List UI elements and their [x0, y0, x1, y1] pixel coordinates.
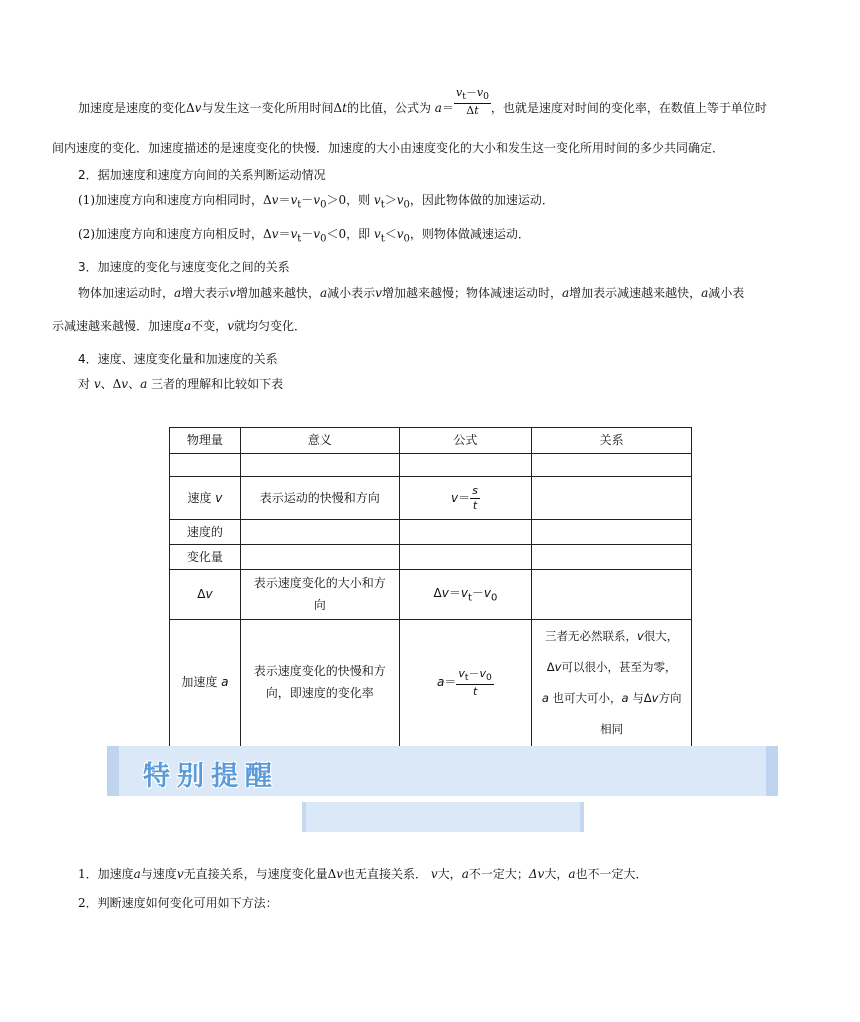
- symbol-t: t: [474, 103, 479, 117]
- symbol-v: v: [205, 587, 213, 602]
- table-cell: [240, 545, 399, 570]
- cell-text: 可以很小，甚至为零，: [561, 659, 677, 674]
- text-segment: 大，: [544, 867, 569, 881]
- symbol-vt: v: [373, 227, 381, 241]
- table-cell: [170, 620, 241, 746]
- text-segment: ，则物体做减速运动．: [409, 227, 530, 241]
- cell-text: 也可大可小，: [552, 690, 622, 705]
- cell-text: 方向: [658, 690, 682, 705]
- table-cell: [532, 477, 692, 520]
- subscript: t: [462, 91, 466, 103]
- text-segment: 与速度: [140, 867, 177, 881]
- table-header-row: [170, 428, 692, 454]
- table-cell: 速度的: [170, 520, 241, 545]
- paragraph-same-direction: [78, 194, 554, 210]
- subscript: 0: [320, 199, 327, 211]
- heading-direction-relation: 2．据加速度和速度方向间的关系判断运动情况: [78, 168, 326, 182]
- symbol-vt: v: [458, 667, 465, 681]
- text-segment: 物体加速运动时，: [78, 286, 175, 300]
- text-segment: 增加表示减速越来越快，: [569, 286, 702, 300]
- symbol-vt: v: [455, 86, 463, 99]
- subscript: 0: [403, 233, 410, 245]
- cell-text: 三者无必然联系，: [544, 628, 637, 643]
- paragraph-change-relation-line2: [52, 320, 306, 332]
- header-cell: 物理量: [170, 428, 241, 454]
- cell-text: 向，即速度的变化率: [265, 685, 374, 700]
- text-segment: 就均匀变化．: [233, 319, 306, 333]
- text-segment: 减小表: [708, 286, 745, 300]
- minus-sign: －: [468, 667, 480, 681]
- table-cell: [240, 570, 399, 620]
- table-cell: 变化量: [170, 545, 241, 570]
- delta-sign: Δ: [546, 659, 555, 674]
- symbol-v0: v: [396, 227, 404, 241]
- symbol-v: v: [451, 490, 459, 505]
- symbol-v: v: [227, 319, 234, 333]
- equals-sign: ＝: [444, 675, 457, 690]
- subbox-right-edge: [580, 802, 584, 832]
- text-segment: ，因此物体做的加速运动．: [409, 193, 554, 207]
- cell-text: 很大，: [643, 628, 679, 643]
- equals-sign: ＝: [458, 490, 471, 505]
- symbol-v: v: [215, 490, 223, 505]
- minus-sign: －: [301, 193, 314, 207]
- cell-text: 表示速度变化的大小和方: [253, 575, 386, 590]
- text-segment: 对: [78, 377, 91, 391]
- banner-right-bar: [766, 746, 778, 796]
- text-segment: 与发生这一变化所用时间Δ: [201, 101, 343, 116]
- minus-sign: －: [465, 86, 477, 99]
- text-segment: 也无直接关系．: [343, 867, 428, 881]
- paragraph-acceleration-definition-line2: 间内速度的变化．加速度描述的是速度变化的快慢．加速度的大小由速度变化的大小和发生这一变化所用时间的多少共同确定．: [52, 141, 725, 155]
- table-cell: [532, 454, 692, 477]
- table-cell: [532, 545, 692, 570]
- formula-velocity-fraction: [470, 484, 480, 513]
- symbol-a: a: [437, 675, 445, 690]
- table-cell: [532, 570, 692, 620]
- paragraph-change-relation: [78, 287, 744, 299]
- text-segment: 增大表示: [181, 286, 230, 300]
- equals-sign: ＝: [441, 101, 454, 116]
- delta-sign: Δ: [197, 587, 206, 602]
- text-segment: (2)加速度方向和速度方向相反时，Δ: [78, 227, 272, 241]
- subscript: t: [380, 199, 385, 211]
- subscript: t: [467, 592, 472, 604]
- table-cell: [170, 570, 241, 620]
- text-segment: 三者的理解和比较如下表: [151, 377, 284, 391]
- heading-comparison: 4．速度、速度变化量和加速度的关系: [78, 352, 278, 366]
- table-cell: [532, 520, 692, 545]
- table-cell: [399, 545, 532, 570]
- equals-sign: ＝: [278, 193, 291, 207]
- text-segment: ，也就是速度对时间的变化率，在数值上等于单位时: [490, 101, 767, 116]
- symbol-a: a: [701, 286, 709, 300]
- symbol-a: a: [184, 319, 192, 333]
- symbol-v: v: [336, 867, 344, 881]
- symbol-v0: v: [479, 667, 487, 681]
- table-cell: [170, 454, 241, 477]
- header-cell: 公式: [399, 428, 532, 454]
- table-row-change-l2: [170, 545, 692, 570]
- text-segment: 、Δ: [100, 377, 122, 391]
- minus-sign: －: [471, 585, 484, 600]
- symbol-v: v: [636, 628, 644, 643]
- symbol-v: v: [194, 101, 202, 116]
- formula-acceleration-fraction: [454, 86, 491, 117]
- equals-sign: ＝: [448, 585, 461, 600]
- symbol-v: v: [271, 193, 279, 207]
- text-segment: 不变，: [191, 319, 228, 333]
- subbox-left-edge: [302, 802, 306, 832]
- symbol-v: v: [375, 286, 382, 300]
- text-segment: 的比值，公式为: [346, 101, 431, 116]
- subscript: 0: [403, 199, 410, 211]
- symbol-a: a: [461, 867, 469, 881]
- text-segment: 加速度是速度的变化Δ: [78, 101, 195, 116]
- delta-sign: Δ: [466, 103, 475, 117]
- banner-title: 特别提醒: [143, 761, 279, 792]
- table-cell: [399, 454, 532, 477]
- table-cell: [240, 620, 399, 746]
- cell-text: 与Δ: [632, 690, 652, 705]
- symbol-v: v: [176, 867, 184, 881]
- table-cell: [240, 520, 399, 545]
- symbol-a: a: [568, 867, 576, 881]
- text-segment: 1．加速度: [78, 867, 134, 881]
- subscript: 0: [483, 91, 489, 103]
- symbol-vt: v: [460, 585, 468, 600]
- formula-acceleration-fraction: [456, 667, 493, 698]
- table-cell: 表示运动的快慢和方向: [240, 477, 399, 520]
- text-segment: ＞0，则: [326, 193, 371, 207]
- symbol-v0: v: [476, 86, 484, 99]
- header-cell: 关系: [532, 428, 692, 454]
- text-segment: 减小表示: [327, 286, 376, 300]
- symbol-v: v: [229, 286, 236, 300]
- table-cell: [240, 454, 399, 477]
- table-cell: [532, 620, 692, 746]
- table-cell: [399, 570, 532, 620]
- special-reminder-banner: [107, 746, 778, 796]
- subscript: t: [297, 233, 302, 245]
- subscript: 0: [490, 592, 498, 604]
- table-cell: [399, 520, 532, 545]
- symbol-a: a: [140, 377, 148, 391]
- symbol-a: a: [561, 286, 570, 300]
- cell-text: 相同: [600, 721, 624, 736]
- delta-sign: Δ: [528, 867, 538, 881]
- subscript: 0: [320, 233, 327, 245]
- paragraph-opposite-direction: [78, 228, 530, 244]
- symbol-v: v: [554, 659, 562, 674]
- text-segment: 、: [128, 377, 141, 391]
- text-segment: 不一定大；: [468, 867, 529, 881]
- less-sign: ＜: [384, 227, 397, 241]
- symbol-t: t: [472, 684, 478, 698]
- symbol-a: a: [541, 690, 549, 705]
- symbol-a: a: [621, 690, 629, 705]
- symbol-v: v: [441, 585, 449, 600]
- text-segment: 大，: [437, 867, 462, 881]
- symbol-v: v: [271, 227, 279, 241]
- cell-text: 加速度: [181, 675, 218, 690]
- symbol-vt: v: [290, 193, 298, 207]
- text-segment: 示减速越来越慢．加速度: [52, 319, 185, 333]
- symbol-v0: v: [483, 585, 491, 600]
- text-segment: 也不一定大．: [575, 867, 648, 881]
- subscript: 0: [486, 672, 492, 684]
- symbol-a: a: [221, 675, 229, 690]
- symbol-v0: v: [313, 227, 321, 241]
- symbol-v: v: [430, 867, 438, 881]
- heading-change-relation: 3．加速度的变化与速度变化之间的关系: [78, 260, 290, 274]
- subscript: t: [380, 233, 385, 245]
- text-segment: 增加越来越慢；物体减速运动时，: [381, 286, 562, 300]
- symbol-vt: v: [373, 193, 381, 207]
- banner-left-bar: [107, 746, 119, 796]
- table-row-change-l1: [170, 520, 692, 545]
- paragraph-comparison-intro: [78, 378, 283, 390]
- greater-sign: ＞: [384, 193, 397, 207]
- symbol-a: a: [133, 867, 141, 881]
- text-segment: (1)加速度方向和速度方向相同时，Δ: [78, 193, 272, 207]
- symbol-s: s: [472, 483, 478, 497]
- subscript: t: [297, 199, 302, 211]
- symbol-a: a: [434, 101, 442, 116]
- table-cell: [399, 477, 532, 520]
- header-cell: 意义: [240, 428, 399, 454]
- cell-text: 速度: [187, 490, 212, 505]
- tip-item-1: [78, 868, 648, 880]
- table-cell: [170, 477, 241, 520]
- table-row-acceleration: [170, 620, 692, 746]
- symbol-t: t: [472, 498, 478, 512]
- symbol-v: v: [93, 377, 101, 391]
- paragraph-acceleration-definition: [78, 86, 767, 117]
- text-segment: 无直接关系，与速度变化量Δ: [183, 867, 337, 881]
- symbol-t: t: [342, 101, 347, 116]
- symbol-v0: v: [396, 193, 404, 207]
- cell-text: 向: [313, 597, 326, 612]
- symbol-v: v: [537, 867, 545, 881]
- equals-sign: ＝: [278, 227, 291, 241]
- tip-item-2: 2．判断速度如何变化可用如下方法：: [78, 896, 278, 910]
- symbol-v: v: [121, 377, 129, 391]
- text-segment: ＜0，即: [326, 227, 371, 241]
- table-cell: [399, 620, 532, 746]
- comparison-table: [169, 427, 692, 746]
- symbol-v0: v: [313, 193, 321, 207]
- delta-sign: Δ: [433, 585, 442, 600]
- table-row-delta-v: [170, 570, 692, 620]
- table-row-velocity: [170, 477, 692, 520]
- minus-sign: －: [301, 227, 314, 241]
- cell-text: 表示速度变化的快慢和方: [253, 664, 386, 679]
- symbol-vt: v: [290, 227, 298, 241]
- table-row-empty: [170, 454, 692, 477]
- symbol-v: v: [651, 690, 659, 705]
- banner-subtitle-box: [302, 802, 584, 832]
- symbol-a: a: [174, 286, 182, 300]
- symbol-a: a: [319, 286, 328, 300]
- subscript: t: [464, 672, 469, 684]
- text-segment: 增加越来越快，: [235, 286, 320, 300]
